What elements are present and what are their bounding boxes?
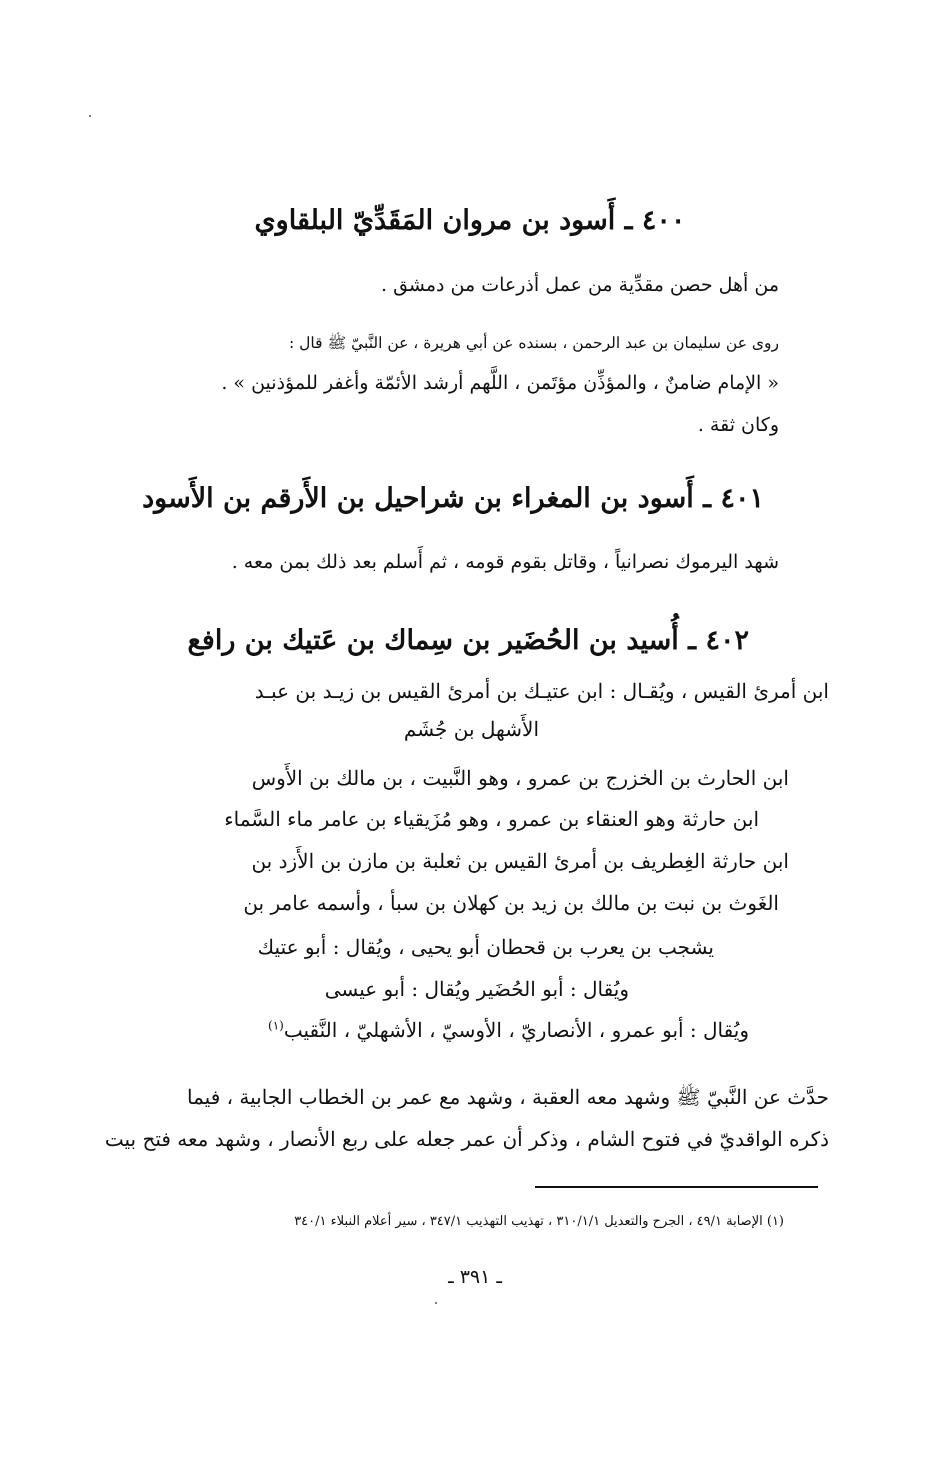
entry-401-heading: ٤٠١ ـ أَسود بن المغراء بن شراحيل بن الأَرقم بن الأَسود [142, 483, 764, 514]
footnote: (١) الإصابة ٤٩/١ ، الجرح والتعديل ٣١٠/١/١ ، تهذيب التهذيب ٣٤٧/١ ، سير أعلام النبلاء ٣٤٠/١ [294, 1214, 784, 1229]
entry-402-heading: ٤٠٢ ـ أُسيد بن الحُضَير بن سِماك بن عَتيك بن رافع [187, 625, 749, 656]
verse-line: ابن الحارث بن الخزرج بن عمرو ، وهو النَّبيت ، بن مالك بن الأَوس [251, 766, 789, 790]
footnote-marker: (١) [268, 1018, 284, 1033]
entry-401-text: شهد اليرموك نصرانياً ، وقاتل بقوم قومه ، ثم أَسلم بعد ذلك بمن معه . [231, 551, 779, 573]
verse-line: ابن أمرئ القيس ، ويُقـال : ابن عتيـك بن أمرئ القيس بن زيـد بن عبـد [254, 679, 829, 703]
verse-text: ويُقال : أبو عمرو ، الأنصاريّ ، الأوسيّ ، الأشهليّ ، النَّقيب [283, 1018, 749, 1042]
entry-402-paragraph-line: ذكره الواقديّ في فتوح الشام ، وذكر أن عمر جعله على ربع الأنصار ، وشهد معه فتح بيت [104, 1127, 829, 1151]
scan-speck [89, 115, 91, 117]
page-number: ـ ٣٩١ ـ [448, 1266, 502, 1288]
entry-402-paragraph-line: حدَّث عن النَّبيّ ﷺ وشهد معه العقبة ، وشهد مع عمر بن الخطاب الجابية ، فيما [187, 1085, 829, 1109]
verse-line: الغَوث بن نبت بن مالك بن زيد بن كهلان بن سبأ ، وأسمه عامر بن [243, 891, 779, 915]
footnote-divider [535, 1186, 818, 1188]
entry-400-grade: وكان ثقة . [697, 414, 779, 436]
verse-line-last [268, 1018, 749, 1042]
scan-speck [435, 1302, 437, 1304]
verse-line: الأَشهل بن جُشَم [403, 717, 539, 741]
entry-400-origin: من أهل حصن مقدِّية من عمل أذرعات من دمشق . [381, 274, 779, 296]
entry-400-hadith: « الإمام ضامنٌ ، والمؤذِّن مؤتَمن ، اللَّهم أرشد الأئمّة وأغفر للمؤذنين » . [221, 372, 779, 394]
verse-line: يشجب بن يعرب بن قحطان أبو يحيى ، ويُقال : أبو عتيك [257, 935, 714, 959]
verse-line: ابن حارثة الغِطريف بن أمرئ القيس بن ثعلبة بن مازن بن الأَزد بن [251, 849, 789, 873]
entry-400-narration: روى عن سليمان بن عبد الرحمن ، بسنده عن أبي هريرة ، عن النَّبيّ ﷺ قال : [288, 334, 779, 352]
verse-line: ابن حارثة وهو العنقاء بن عمرو ، وهو مُزَيقياء بن عامر ماء السَّماء [224, 807, 759, 831]
entry-400-heading: ٤٠٠ ـ أَسود بن مروان المَقَدِّيّ البلقاوي [254, 205, 686, 236]
verse-line: ويُقال : أبو الحُضَير ويُقال : أبو عيسى [324, 977, 629, 1001]
